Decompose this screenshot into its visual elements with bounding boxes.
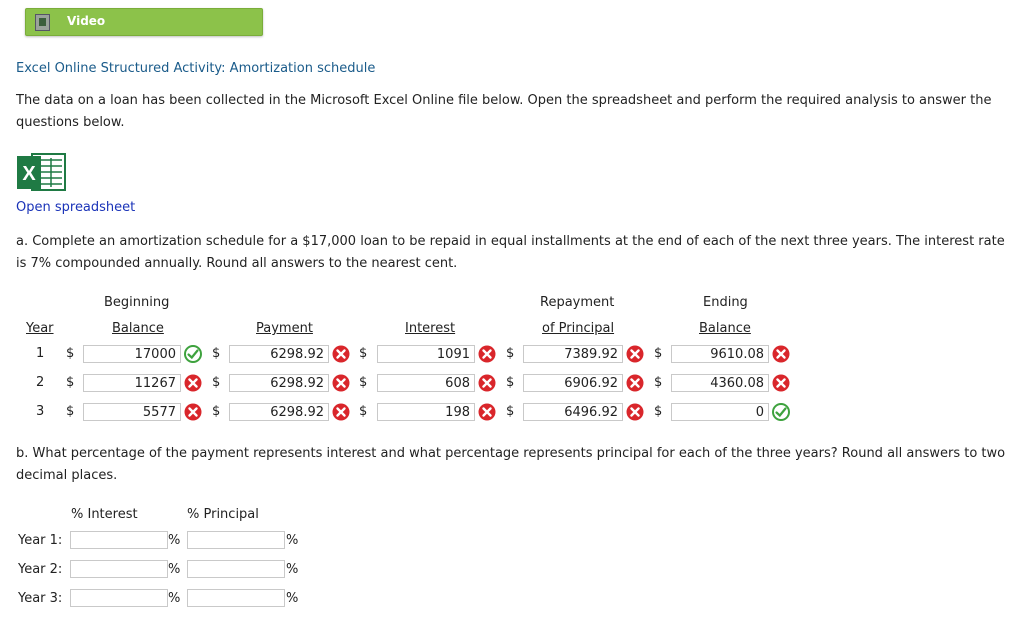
dollar-sign: $ bbox=[654, 404, 663, 419]
pct-principal-input[interactable] bbox=[187, 589, 285, 607]
header-interest: Interest bbox=[405, 321, 456, 336]
repayment-input[interactable]: 6906.92 bbox=[523, 374, 623, 392]
incorrect-x-icon bbox=[478, 345, 496, 363]
dollar-sign: $ bbox=[212, 404, 221, 419]
ending-input[interactable]: 4360.08 bbox=[671, 374, 769, 392]
pct-interest-input[interactable] bbox=[70, 560, 168, 578]
correct-check-icon bbox=[772, 403, 790, 421]
pct-interest-input[interactable] bbox=[70, 531, 168, 549]
ending-input[interactable]: 9610.08 bbox=[671, 345, 769, 363]
percent-sign: % bbox=[286, 533, 299, 548]
pct-principal-input[interactable] bbox=[187, 560, 285, 578]
pct-interest-input[interactable] bbox=[70, 589, 168, 607]
dollar-sign: $ bbox=[66, 404, 75, 419]
dollar-sign: $ bbox=[359, 346, 368, 361]
ending-input[interactable]: 0 bbox=[671, 403, 769, 421]
interest-input[interactable]: 198 bbox=[377, 403, 475, 421]
svg-text:X: X bbox=[22, 163, 36, 185]
incorrect-x-icon bbox=[332, 345, 350, 363]
pct-principal-input[interactable] bbox=[187, 531, 285, 549]
header-pct-principal: % Principal bbox=[187, 507, 259, 522]
incorrect-x-icon bbox=[184, 403, 202, 421]
header-ending: Ending bbox=[703, 295, 748, 310]
header-year: Year bbox=[26, 321, 54, 336]
repayment-input[interactable]: 7389.92 bbox=[523, 345, 623, 363]
beginning-input[interactable]: 17000 bbox=[83, 345, 181, 363]
incorrect-x-icon bbox=[332, 403, 350, 421]
dollar-sign: $ bbox=[506, 346, 515, 361]
header-ending-balance: Balance bbox=[699, 321, 751, 336]
dollar-sign: $ bbox=[212, 346, 221, 361]
question-a-text: a. Complete an amortization schedule for a $17,000 loan to be repaid in equal installments at the end of each of the next three years. The interest rate is 7% compounded annually. Round all answers to the nearest cent. bbox=[16, 234, 1005, 271]
interest-input[interactable]: 1091 bbox=[377, 345, 475, 363]
video-label: Video bbox=[67, 14, 106, 28]
incorrect-x-icon bbox=[184, 374, 202, 392]
dollar-sign: $ bbox=[654, 375, 663, 390]
header-repayment: Repayment bbox=[540, 295, 615, 310]
percent-sign: % bbox=[168, 562, 181, 577]
excel-icon[interactable] bbox=[16, 152, 66, 192]
pct-row-label: Year 1: bbox=[18, 533, 63, 548]
pct-row-label: Year 3: bbox=[18, 591, 63, 606]
row-year: 3 bbox=[36, 404, 45, 419]
row-year: 2 bbox=[36, 375, 45, 390]
row-year: 1 bbox=[36, 346, 45, 361]
header-payment: Payment bbox=[256, 321, 313, 336]
percent-sign: % bbox=[286, 562, 299, 577]
dollar-sign: $ bbox=[359, 375, 368, 390]
payment-input[interactable]: 6298.92 bbox=[229, 345, 329, 363]
header-pct-interest: % Interest bbox=[71, 507, 138, 522]
incorrect-x-icon bbox=[478, 403, 496, 421]
incorrect-x-icon bbox=[626, 374, 644, 392]
header-beginning-balance: Balance bbox=[112, 321, 164, 336]
video-button[interactable] bbox=[25, 8, 263, 36]
dollar-sign: $ bbox=[506, 404, 515, 419]
dollar-sign: $ bbox=[212, 375, 221, 390]
correct-check-icon bbox=[184, 345, 202, 363]
payment-input[interactable]: 6298.92 bbox=[229, 403, 329, 421]
header-repayment-principal: of Principal bbox=[542, 321, 615, 336]
activity-title: Excel Online Structured Activity: Amortization schedule bbox=[16, 61, 376, 76]
beginning-input[interactable]: 11267 bbox=[83, 374, 181, 392]
incorrect-x-icon bbox=[772, 374, 790, 392]
pct-row-label: Year 2: bbox=[18, 562, 63, 577]
dollar-sign: $ bbox=[506, 375, 515, 390]
dollar-sign: $ bbox=[66, 346, 75, 361]
incorrect-x-icon bbox=[772, 345, 790, 363]
interest-input[interactable]: 608 bbox=[377, 374, 475, 392]
incorrect-x-icon bbox=[478, 374, 496, 392]
repayment-input[interactable]: 6496.92 bbox=[523, 403, 623, 421]
dollar-sign: $ bbox=[66, 375, 75, 390]
incorrect-x-icon bbox=[626, 403, 644, 421]
header-beginning: Beginning bbox=[104, 295, 170, 310]
intro-text: The data on a loan has been collected in the Microsoft Excel Online file below. Open the spreadsheet and perform the required analysis to answer the questions below. bbox=[16, 93, 992, 130]
beginning-input[interactable]: 5577 bbox=[83, 403, 181, 421]
film-icon bbox=[35, 14, 50, 31]
percent-sign: % bbox=[168, 591, 181, 606]
open-spreadsheet-link[interactable]: Open spreadsheet bbox=[16, 200, 136, 215]
incorrect-x-icon bbox=[626, 345, 644, 363]
dollar-sign: $ bbox=[359, 404, 368, 419]
percent-sign: % bbox=[286, 591, 299, 606]
payment-input[interactable]: 6298.92 bbox=[229, 374, 329, 392]
question-b-text: b. What percentage of the payment represents interest and what percentage represents principal for each of the three years? Round all answers to two decimal places. bbox=[16, 446, 1006, 483]
incorrect-x-icon bbox=[332, 374, 350, 392]
dollar-sign: $ bbox=[654, 346, 663, 361]
percent-sign: % bbox=[168, 533, 181, 548]
